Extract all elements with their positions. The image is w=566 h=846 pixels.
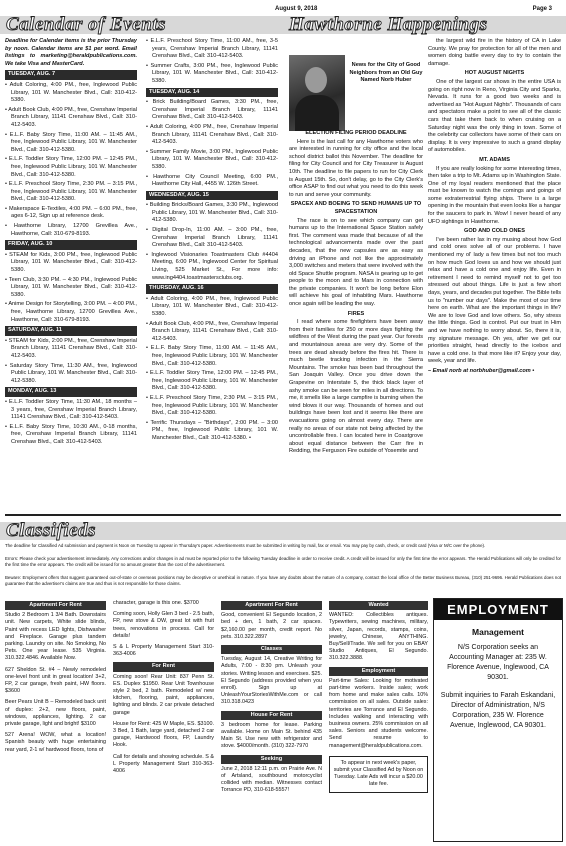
article-heading: FIRES xyxy=(347,310,365,317)
issue-date: August 9, 2018 xyxy=(275,6,318,12)
classified-category: Employment xyxy=(329,667,428,676)
calendar-event: • Adult Book Club, 4:00 PM., free, Crenshaw Imperial Branch Library, 11141 Crenshaw Blvd., Call: 310-412-5403. xyxy=(5,106,137,128)
calendar-event: • Adult Coloring, 4:00 PM., free, Crenshaw Imperial Branch Library, 11141 Crenshaw Blvd., Call: 310-412-5403. xyxy=(146,123,278,146)
classifieds-title-band xyxy=(0,522,566,540)
article-paragraph: I read where some firefighters have been away from their families for 250 or more days fighting the wildfires of the West during the past year. Our forests and mountainous areas are very dry. Some of the trees are dead already before the fires hit. There is much beetle tracking infection in the Sierra Mountains. The smoke has been bad throughout the San Joaquin Valley. Once you drive down the Grapevine on Interstate 5, the thick black layer of ashy smoke can be seen for miles in all directions. To me, it smells like a large campfire is burning when the wind blows it our way. Thousands of homes and out buildings have been lost and it seems like there are evacuations going on almost every day. There are really no areas of our state not being affected by the uncontrollable fires. I can located here in Coastgrove about equal distance between the Carr fire in Redding, the Ferguson Fire outside of Yosemite and xyxy=(289,319,423,455)
employment-company: N/S Corporation seeks an Accounting Manager at: 235 W. Florence Avenue, Inglewood, CA 90301. xyxy=(447,644,549,681)
calendar-day-header: FRIDAY, AUG. 10 xyxy=(5,240,137,250)
calendar-day-header: SATURDAY, AUG. 11 xyxy=(5,326,137,336)
calendar-day-header: MONDAY, AUG. 13 xyxy=(5,387,137,397)
article-signoff: – Email norb at norbhuber@gmail.com • xyxy=(428,367,535,374)
article-heading: MT. ADAMS xyxy=(479,156,510,163)
classified-ad: WANTED: Collectibles antiques. Typewriters, sewing machines, military, silver, Japan, records, stamps, coins, jewelry, Chinese, ANYTHING. Buy/Sell/Trade. We sell for you on EBAY Studio Antiques, El Segundo. 310.322.3888. xyxy=(329,612,428,662)
classified-ad: 627 Sheldon St. #4 – Newly remodeled one-level front unit in great location! 3+2, FP, 2 car garage, fresh paint, HW floors. $3600 xyxy=(5,666,106,695)
calendar-event: • Brick Building/Board Games, 3:30 PM., free, Crenshaw Imperial Branch Library, 11141 Crenshaw Blvd., Call: 310-412-5403. xyxy=(146,99,278,121)
calendar-event: • STEAM for Kids, 2:00 PM., free, Crenshaw Imperial Branch Library, 11141 Crenshaw Blvd., Call: 310-412-5403. xyxy=(5,337,137,359)
columnist-photo xyxy=(289,55,345,131)
happenings-column-1 xyxy=(289,128,423,508)
classifieds-errors-notice: Errors: Please check your advertisement immediately. Any corrections and/or changes in ad must be reported prior to the following Tuesday deadline in order to receive credit. A credit will be issued for only the first time the error appears. The Herald Publications will only be credited for the first time the error appears. The credit will be issued for no amount greater than the cost of the advertisement. xyxy=(5,556,561,567)
article-heading: GOD AND COLD ONES xyxy=(463,228,525,235)
classified-ad: House for Rent: 425 W Maple, ES. $3100. 3 Bed, 1 Bath, large yard, detached 2 car garage, Hardwood floors, FP, Laundry Hook. xyxy=(113,720,214,749)
calendar-day-header: TUESDAY, AUG. 14 xyxy=(146,88,278,98)
classified-ad: 3 bedroom home for lease. Parking available. Home on Main St. behind 435 Main St. Use new with refrigerator and stove. $4000/month. (310) 322-7970 xyxy=(221,721,322,750)
employment-panel xyxy=(433,598,563,842)
calendar-title-band xyxy=(0,16,283,34)
calendar-event: • Inglewood Visionaries Toastmasters Club #4404 Meeting, 6:00 PM., Inglewood Center for Spiritual Living, 525 Market St., For more info: www.ing4404.toastmastersclubs.org. xyxy=(146,251,278,281)
page-number: Page 3 xyxy=(532,6,552,12)
calendar-event: • Digital Drop-In, 11:00 AM. – 3:00 PM., free, Crenshaw Imperial Branch Library, 11141 Crenshaw Blvd., Call: 310-412-5403. xyxy=(146,227,278,249)
classified-ad: Good, convenient El Segundo location, 2 bed + den, 1 bath, 2 car spaces. $2,160.00 per month, credit report. No pets. 310.322.2897 xyxy=(221,612,322,640)
classified-ad: Call for details and showing schedule. S & L Property Management Start 310-363-4006 xyxy=(113,753,214,775)
article-paragraph: One of the largest car shows in the entire USA is going on right now in Reno, Virginia City and Sparks, Nevada. It runs for a good two weeks and is advertised as "Hot August Nights". Thousands of cars and spectators make a point to see all of the classic cars that take them back to when cruising on a Saturday night was the only thing in town. Some of the celebrity car collectors have some of their cars on display. It is very impressive to such a grand display of automobiles. xyxy=(428,78,561,154)
news-head: News for the City of Good Neighbors from an Old Guy Named Norb Huber xyxy=(349,62,423,84)
classified-category: Wanted xyxy=(329,601,428,610)
happenings-column-2 xyxy=(428,38,561,508)
article-heading: HOT AUGUST NIGHTS xyxy=(464,70,525,77)
article-paragraph: I've been rather lax in my musing about how God and cold ones solve all of our problems. I have mentioned my ol' lady a few times but not too much on how much God loves us and how we should just relax and have a cold one and enjoy life. Even in retirement I need to remind myself not to get too stressed out about things. Life is just a few short days, years, and decades put together. The Bible tells us to "number our days". Make the most of our time here on earth. What are the important things in life? We are to love God and love others. So, why stress the little things. God is control. Put our trust in Him and we have nothing to worry about. So, there it is, my signature message. Oh yes, after we get our priorities straight, head directly to the icebox and have a cold one. Is that more like it? Enjoy your day, week, year and life. xyxy=(428,236,561,365)
calendar-event: • Summer Family Movie, 3:00 PM., Inglewood Public Library, 101 W. Manchester Blvd., Call: 310-412-5380. xyxy=(146,148,278,170)
calendar-event: • Building Bricks/Board Games, 3:30 PM., Inglewood Public Library, 101 W. Manchester Blvd., Call: 310-412-5380. xyxy=(146,202,278,224)
article-paragraph: Here is the last call for any Hawthorne voters who are interested in running for city office and the local school district ballot this November. The deadline for filing for City Council and for City Treasurer is August 10th. The deadline to file papers to run for City Clerk is August 15th. So, don't delay, go to the City Clerk's office ASAP to find out what you need to do this week to run and serve your community. xyxy=(289,138,423,198)
calendar-event: • Teen Club, 3:30 PM. – 4:30 PM., Inglewood Public Library, 101 W. Manchester Blvd., Call: 310-412-5380. xyxy=(5,276,137,298)
calendar-column-1 xyxy=(5,38,137,508)
classifieds-beware-notice: Beware: Employment offers that suggest guaranteed out-of-state or overseas positions may be deceptive or unethical in nature. If you have any doubts about the nature of a company, contact the local office of the Better Business Bureau, (310) 251-9696. Herald Publications does not guarantee that the advertiser's claims are true and thus is not responsible for those claims. xyxy=(5,575,561,586)
article-heading: ELECTION FILING PERIOD DEADLINE xyxy=(305,130,407,136)
classified-ad: Beer Pears Unit B – Remodeled back unit of duplex: 2+2, new floors, paint, windows, appliances, lighting. 2 car private garage, light and bright! $3100 xyxy=(5,699,106,728)
article-heading: SPACEX AND BOEING TO SEND HUMANS UP TO SPACESTATION xyxy=(290,201,422,215)
classifieds-column-3 xyxy=(221,600,322,840)
calendar-event: • Makerspace E-Textiles, 4:00 PM. – 6:00 PM., free, ages 6-12, Sign up at reference desk. xyxy=(5,205,137,220)
columnist-body xyxy=(295,95,339,131)
employment-position: Management xyxy=(472,627,524,637)
classifieds-column-1 xyxy=(5,600,106,840)
happenings-title-band xyxy=(283,16,566,34)
classified-category: House For Rent xyxy=(221,711,322,720)
calendar-event: • Hawthorne Library, 12700 Grevillea Ave., Hawthorne, Call: 310-679-8193. xyxy=(5,223,137,237)
calendar-event: • E.L.F. Preschool Story Time, 2:30 PM. – 3:15 PM., free, Inglewood Public Library, 101 W. Manchester Blvd., Call: 310-412-5380. xyxy=(146,394,278,417)
happenings-news-head-block xyxy=(349,62,423,122)
calendar-event: • E.L.F. Baby Story Time, 11:00 AM. – 11:45 AM., free, Inglewood Public Library, 101 W. Manchester Blvd., Call: 310-412-5380. xyxy=(146,345,278,367)
calendar-event: • E.L.F. Preschool Story Time, 11:00 AM., free, 3-5 years, Crenshaw Imperial Branch Library, 11141 Crenshaw Blvd., Call: 310-412-5403. xyxy=(146,38,278,60)
calendar-day-header: WEDNESDAY, AUG. 15 xyxy=(146,191,278,201)
classified-ad: Coming soon, Holly Glen 3 bed - 2.5 bath, FP, new stove & DW, great lot with fruit trees, renovations in process. Call for details! xyxy=(113,611,214,639)
calendar-event: • Terrific Thursdays – "Birthdays", 2:00 PM. – 3:00 PM., free, Inglewood Public Library, 101 W. Manchester Blvd., Call: 310-412-5380. • xyxy=(146,419,278,441)
classified-ad: S & L Property Management Start 310-363-4006 xyxy=(113,644,214,658)
classified-ad: Studio 2 Bedroom 1 3/4 Bath. Downstairs unit. New carpets, White slide blinds, Paint with recess LED lights, Dishwasher and Fireplace. Garage plus tandem parking. Laundry on site. No Smoking, No Pets. One year lease. 535 Virginia. 310.322.4846. Available Now. xyxy=(5,612,106,662)
classified-ad: character, garage is this one. $3700 xyxy=(113,600,199,606)
classifieds-title: Classifieds xyxy=(6,520,96,541)
calendar-event: • E.L.F. Toddler Story Time, 11:30 AM., 18 months – 3 years, free, Crenshaw Imperial Branch Library, 11141 Crenshaw Blvd., Call: 310-412-5403. xyxy=(5,398,137,421)
calendar-event: • Summer Crafts, 3:00 PM., free, Inglewood Public Library, 101 W. Manchester Blvd., Call: 310-412-5380. xyxy=(146,62,278,84)
calendar-event: • E.L.F. Baby Story Time, 11:00 AM. – 11:45 AM., free, Inglewood Public Library, 101 W. Manchester Blvd., Call: 310-412-5380. xyxy=(5,131,137,153)
classified-ad: Tuesday, August 14, Creative Writing for Adults, 7:00 - 8:30 pm. Unleash your stories. Writing lesson and exercises. $25. El Segundo (address provided when you enroll). Sign up at UnleashYourStoriesWithMe.com or call 310.318.0423 xyxy=(221,656,322,706)
happenings-title: Hawthorne Happenings xyxy=(289,14,488,35)
calendar-event: • E.L.F. Toddler Story Time, 12:00 PM. – 12:45 PM., free, Inglewood Public Library, 101 W. Manchester Blvd., Call: 310-412-5380. xyxy=(146,370,278,392)
article-paragraph: the largest wild fire in the history of CA in Lake County. We pray for protection for all of the men and women doing battle every day to try to contain the damage. xyxy=(428,38,561,67)
classified-category: Seeking xyxy=(221,755,322,764)
employment-submit: Submit inquiries to Farah Eskandani, Director of Administration, N/S Corporation, 235 W. Florence Avenue, Inglewood, CA 90301. xyxy=(440,692,556,729)
employment-title: EMPLOYMENT xyxy=(434,599,562,620)
calendar-event: • Hawthorne City Council Meeting, 6:00 PM., Hawthorne City Hall, 4455 W. 126th Street. xyxy=(146,173,278,188)
classifieds-deadline-notice: The deadline for Classified Ad submission and payment is Noon on Tuesday to appear in Thursday's paper. Advertisements must be submitted in writing by mail, fax or email. You may pay by cash, check, or credit card (Visa or M/C over the phone). xyxy=(5,543,486,548)
calendar-event: • E.L.F. Baby Story Time, 10:30 AM., 0-18 months, free, Crenshaw Imperial Branch Library, 11141 Crenshaw Blvd., Call: 310-412-5403. xyxy=(5,423,137,445)
calendar-event: • Adult Coloring, 4:00 PM., free, Inglewood Public Library, 101 W. Manchester Blvd., Call: 310-412-5380. xyxy=(146,295,278,317)
classified-ad: Part-time Sales: Looking for motivated part-time workers. Inside sales; work from home and make sales calls. 10% commission on all sales. Outside sales: territories are Torrance and El Segundo. Includes walking and interacting with business owners. 25% commission on all sales. Seniors and students welcome. Send resume to management@heraldpublications.com. xyxy=(329,677,428,749)
classified-category: Classes xyxy=(221,645,322,654)
article-paragraph: The race is on to see which company can get humans up to the International Space Station safely first. The comment was made that because of all the technological advancements made over the past decades, that the new capsules are as easy as driving an iPhone and not like the approximately 3,000 switches and meters that were involved with the old Space Shuttle program. NASA is gearing up to get people to the moon and to Mars in connection with the private companies. It won't be long before Elon will achieve his goal of inhabiting Mars. Hawthorne once again will be leading the way. xyxy=(289,217,423,308)
columnist-face xyxy=(305,67,327,93)
classifieds-column-2 xyxy=(113,600,214,840)
section-rule xyxy=(5,514,561,516)
calendar-event: • E.L.F. Preschool Story Time, 2:30 PM. – 3:15 PM., free, Inglewood Public Library, 101 W. Manchester Blvd., Call: 310-412-5380. xyxy=(5,181,137,203)
calendar-event: • E.L.F. Toddler Story Time, 12:00 PM. – 12:45 PM., free, Inglewood Public Library, 101 W. Manchester Blvd., Call: 310-412-5380. xyxy=(5,156,137,178)
calendar-event: • Adult Book Club, 4:00 PM., free, Crenshaw Imperial Branch Library, 11141 Crenshaw Blvd., Call: 310-412-5403. xyxy=(146,320,278,342)
article-paragraph: If you are really looking for some interesting times, then take a trip to Mt. Adams up in Washington State. One of my loyal readers mentioned that the place must be known to watch the comings and goings of some extraterrestrial flying ships. There is a large opening in the mountain that even looks like a hangar for the saucers to park in. Wow! I never heard of any UFO sightings in Hawthorne. xyxy=(428,165,561,225)
calendar-event: • STEAM for Kids, 3:00 PM., free, Inglewood Public Library, 101 W. Manchester Blvd., Call: 310-412-5380. xyxy=(5,251,137,274)
calendar-intro: Deadline for Calendar items is the prior Thursday by noon. Calendar items are $1 per word. Email listings to marketing@heraldpublications.com. We take Visa and MasterCard. xyxy=(5,38,137,67)
calendar-event: • Adult Coloring, 4:00 PM., free, Inglewood Public Library, 101 W. Manchester Blvd., Call: 310-412-5380. xyxy=(5,81,137,104)
calendar-event: • Anime Design for Storytelling, 3:00 PM. – 4:00 PM., free, Hawthorne Library, 12700 Grevillea Ave., Hawthorne, Call: 310-679-8193. xyxy=(5,301,137,323)
submission-info-box: To appear in next week's paper, submit your Classified Ad by Noon on Tuesday. Late Ads will incur a $20.00 late fee. xyxy=(329,756,428,793)
calendar-title: Calendar of Events xyxy=(6,14,166,35)
calendar-day-header: TUESDAY, AUG. 7 xyxy=(5,70,137,80)
calendar-column-2 xyxy=(146,38,278,508)
calendar-event: • Saturday Story Time, 11:30 AM., free, Inglewood Public Library, 101 W. Manchester Blvd., Call: 310-412-5380. xyxy=(5,362,137,384)
calendar-day-header: THURSDAY, AUG. 16 xyxy=(146,284,278,294)
classified-category: Apartment For Rent xyxy=(5,601,106,610)
classified-category: For Rent xyxy=(113,662,214,671)
classified-ad: June 2, 2018 12:11 p.m. on Prairie Ave. N of Artsland, southbound motorcyclist collided with median. Witnesses contact Torrance PD, 310-618-5557! xyxy=(221,765,322,794)
classified-ad: Coming soon! Rear Unit: 837 Penn St. ES. Duplex $1950. Rear Unit Townhouse style 2 bed, 2 bath. Remodeled w/ new kitchen, flooring, paint, appliances, lighting and blinds. 2 car private detached garage xyxy=(113,673,214,716)
classifieds-column-4 xyxy=(329,600,428,840)
classified-ad: 527 Arena! WOW, what a location! Spanish beauty with huge entertaining rear yard, 2-1 w/ hardwood floors, tons of xyxy=(5,732,106,753)
classified-category: Apartment For Rent xyxy=(221,601,322,610)
